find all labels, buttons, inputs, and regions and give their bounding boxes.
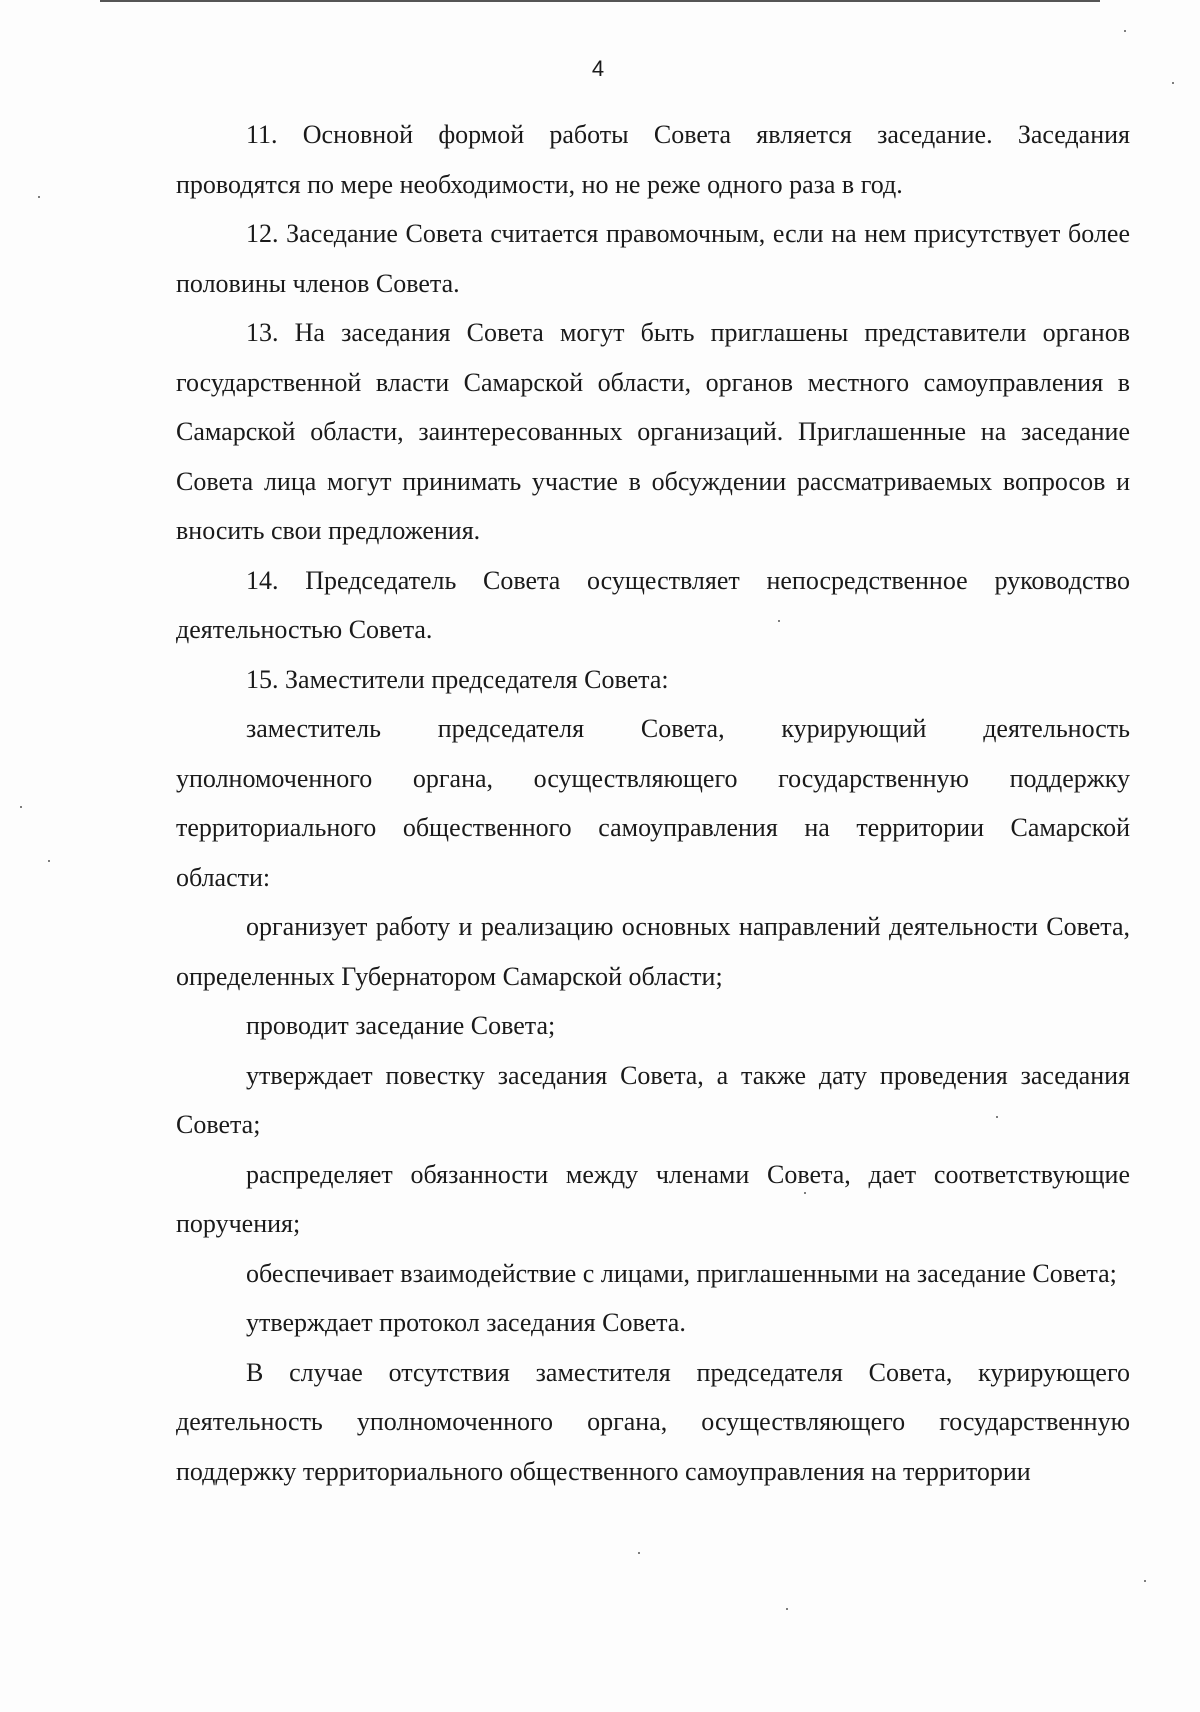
scan-speck bbox=[38, 196, 40, 198]
paragraph-13: 13. На заседания Совета могут быть приглашены представители органов государственной власти Самарской области, органов местного самоуправления в Самарской области, заинтересованных организаций. Приглашенные на заседание Совета лица могут принимать участие в обсуждении рассматриваемых вопросов и вносить свои предложения. bbox=[176, 318, 1130, 545]
scan-top-edge bbox=[100, 0, 1100, 2]
paragraph-15: 15. Заместители председателя Совета: bbox=[246, 664, 669, 694]
scan-speck bbox=[638, 1552, 640, 1554]
scan-speck bbox=[786, 1608, 788, 1610]
paragraph-distributes-duties: распределяет обязанности между членами Совета, дает соответствующие поручения; bbox=[176, 1159, 1130, 1238]
scan-speck bbox=[1124, 30, 1126, 32]
scan-speck bbox=[1172, 82, 1174, 84]
paragraph-approves-protocol: утверждает протокол заседания Совета. bbox=[246, 1308, 686, 1337]
scan-speck bbox=[804, 1192, 806, 1194]
paragraph-absence-case: В случае отсутствия заместителя председателя Совета, курирующего деятельность уполномоченного органа, осуществляющего государственную поддержку территориального общественного самоуправления на территории bbox=[176, 1357, 1130, 1486]
scan-speck bbox=[1144, 1580, 1146, 1582]
paragraph-approves-agenda: утверждает повестку заседания Совета, а также дату проведения заседания Совета; bbox=[176, 1060, 1130, 1139]
scan-speck bbox=[20, 806, 22, 808]
paragraph-12: 12. Заседание Совета считается правомочным, если на нем присутствует более половины членов Совета. bbox=[176, 219, 1130, 298]
paragraph-conducts-meeting: проводит заседание Совета; bbox=[246, 1011, 556, 1040]
paragraph-ensures-interaction: обеспечивает взаимодействие с лицами, приглашенными на заседание Совета; bbox=[246, 1258, 1117, 1288]
scan-speck bbox=[778, 620, 780, 622]
paragraph-organizes-work: организует работу и реализацию основных направлений деятельности Совета, определенных Губернатором Самарской области; bbox=[176, 912, 1130, 991]
scan-speck bbox=[48, 860, 50, 862]
page-number: 4 bbox=[591, 56, 605, 81]
paragraph-14: 14. Председатель Совета осуществляет непосредственное руководство деятельностью Совета. bbox=[176, 565, 1130, 644]
paragraph-11: 11. Основной формой работы Совета является заседание. Заседания проводятся по мере необходимости, но не реже одного раза в год. bbox=[176, 120, 1130, 199]
document-body bbox=[176, 110, 1130, 1496]
paragraph-deputy-role: заместитель председателя Совета, курирующий деятельность уполномоченного органа, осуществляющего государственную поддержку территориального общественного самоуправления на территории Самарской области: bbox=[176, 714, 1130, 892]
scan-speck bbox=[996, 1116, 998, 1118]
